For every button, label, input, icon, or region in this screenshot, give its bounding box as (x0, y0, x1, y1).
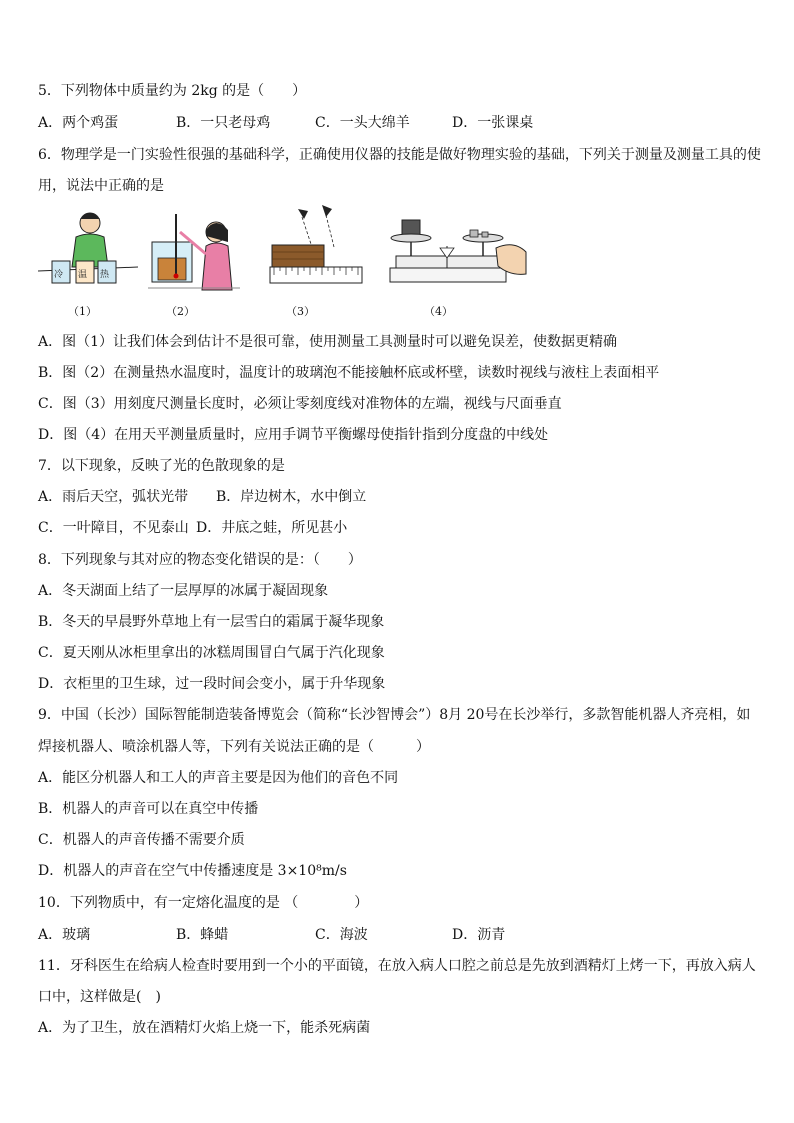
q11-option-a[interactable]: A．为了卫生，放在酒精灯火焰上烧一下，能杀死病菌 (38, 1020, 371, 1036)
svg-text:热: 热 (100, 270, 110, 280)
q7-options-row2 (38, 519, 438, 537)
q5-stem: 5．下列物体中质量约为 2kg 的是（ ） (38, 83, 307, 99)
q6-option-d[interactable]: D．图（4）在用天平测量质量时，应用手调节平衡螺母使指针指到分度盘的中线处 (38, 427, 549, 443)
q7-option-b[interactable]: B．岸边树木，水中倒立 (216, 489, 367, 505)
q7-option-c[interactable]: C．一叶障目，不见泰山 (38, 520, 189, 536)
q10-option-a[interactable]: A．玻璃 (38, 927, 91, 943)
q8-option-c[interactable]: C．夏天刚从冰柜里拿出的冰糕周围冒白气属于汽化现象 (38, 645, 385, 661)
q10-option-c[interactable]: C．海波 (315, 927, 368, 943)
q9-option-a[interactable]: A．能区分机器人和工人的声音主要是因为他们的音色不同 (38, 770, 399, 786)
q5-options (38, 114, 758, 132)
q7-option-d[interactable]: D．井底之蛙，所见甚小 (196, 520, 348, 536)
q7-stem: 7．以下现象，反映了光的色散现象的是 (38, 458, 285, 474)
figure-2-thermometer-in-water (148, 212, 240, 294)
q6-option-c[interactable]: C．图（3）用刻度尺测量长度时，必须让零刻度线对准物体的左端，视线与尺面垂直 (38, 396, 562, 412)
q9-option-c[interactable]: C．机器人的声音传播不需要介质 (38, 832, 245, 848)
q8-option-a[interactable]: A．冬天湖面上结了一层厚厚的冰属于凝固现象 (38, 583, 329, 599)
q9-option-b[interactable]: B．机器人的声音可以在真空中传播 (38, 801, 259, 817)
q9-option-d[interactable]: D．机器人的声音在空气中传播速度是 3×10⁸m/s (38, 863, 347, 879)
q5-option-a[interactable]: A．两个鸡蛋 (38, 115, 119, 131)
figure-4-label: （4） (424, 305, 453, 318)
q6-option-a[interactable]: A．图（1）让我们体会到估计不是很可靠，使用测量工具测量时可以避免误差，使数据更精确 (38, 334, 618, 350)
q10-stem: 10．下列物质中，有一定熔化温度的是 （ ） (38, 895, 369, 911)
q9-stem-line1: 9．中国（长沙）国际智能制造装备博览会（简称“长沙智博会”）8月 20号在长沙举行，多款智能机器人齐亮相，如 (38, 707, 751, 723)
q10-option-d[interactable]: D．沥青 (452, 927, 506, 943)
q7-options-row1 (38, 488, 438, 506)
q5-option-c[interactable]: C．一头大绵羊 (315, 115, 410, 131)
figure-1-estimating-temperature (38, 205, 138, 295)
q5-option-b[interactable]: B．一只老母鸡 (176, 115, 271, 131)
figure-3-ruler-measurement (268, 205, 364, 293)
svg-text:温: 温 (78, 270, 88, 280)
q10-options (38, 926, 758, 944)
figure-2-label: （2） (166, 305, 195, 318)
q6-stem-line1: 6．物理学是一门实验性很强的基础科学，正确使用仪器的技能是做好物理实验的基础，下列关于测量及测量工具的使 (38, 147, 761, 163)
q8-option-d[interactable]: D．衣柜里的卫生球，过一段时间会变小，属于升华现象 (38, 676, 386, 692)
q9-stem-line2: 焊接机器人、喷涂机器人等，下列有关说法正确的是（ ） (38, 739, 430, 755)
figure-1-label: （1） (68, 305, 97, 318)
figure-3-label: （3） (286, 305, 315, 318)
q11-stem-line2: 口中，这样做是( ) (38, 989, 161, 1005)
q8-stem: 8．下列现象与其对应的物态变化错误的是：（ ） (38, 552, 362, 568)
q5-option-d[interactable]: D．一张课桌 (452, 115, 534, 131)
q6-stem-line2: 用，说法中正确的是 (38, 178, 164, 194)
q10-option-b[interactable]: B．蜂蜡 (176, 927, 229, 943)
figure-4-balance-scale (388, 218, 528, 292)
q11-stem-line1: 11．牙科医生在给病人检查时要用到一个小的平面镜，在放入病人口腔之前总是先放到酒精灯上烤一下，再放入病人 (38, 958, 756, 974)
q6-option-b[interactable]: B．图（2）在测量热水温度时，温度计的玻璃泡不能接触杯底或杯壁，读数时视线与液柱上表面相平 (38, 365, 660, 381)
svg-text:冷: 冷 (54, 270, 64, 280)
q8-option-b[interactable]: B．冬天的早晨野外草地上有一层雪白的霜属于凝华现象 (38, 614, 385, 630)
q7-option-a[interactable]: A．雨后天空，弧状光带 (38, 489, 189, 505)
